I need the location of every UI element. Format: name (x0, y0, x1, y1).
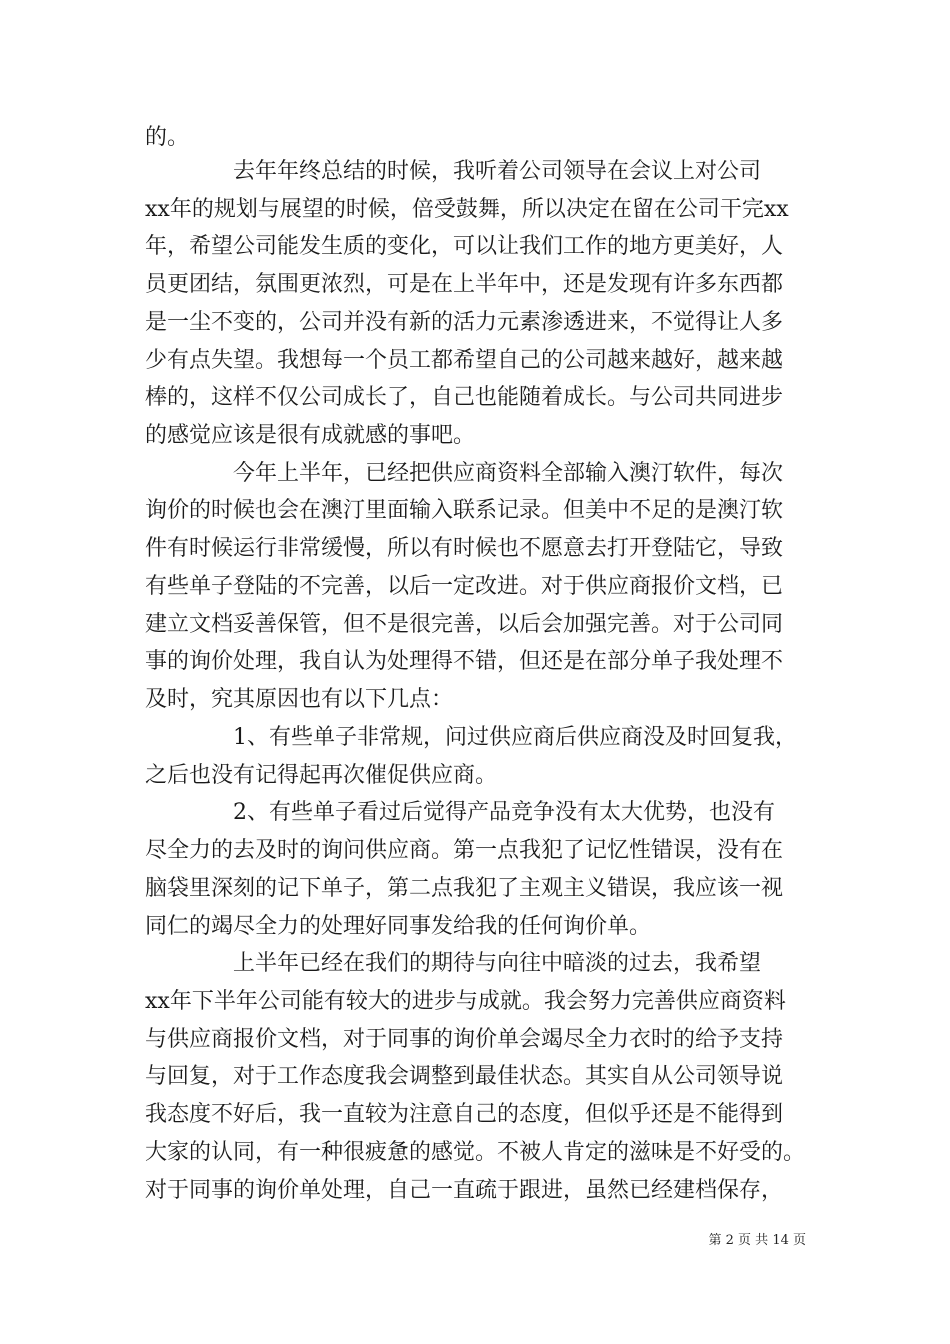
text-line: 及时，究其原因也有以下几点： (145, 687, 454, 712)
text-line: 建立文档妥善保管，但不是很完善，以后会加强完善。对于公司同 (145, 612, 784, 637)
text-line: 2、有些单子看过后觉得产品竞争没有太大优势，也没有 (145, 800, 775, 825)
text-line: 尽全力的去及时的询问供应商。第一点我犯了记忆性错误，没有在 (145, 838, 784, 863)
text-line: 与供应商报价文档，对于同事的询价单会竭尽全力衣时的给予支持 (145, 1027, 784, 1052)
text-line: 棒的，这样不仅公司成长了，自己也能随着成长。与公司共同进步 (145, 385, 784, 410)
text-line: 是一尘不变的，公司并没有新的活力元素渗透进来，不觉得让人多 (145, 310, 784, 335)
text-line: 员更团结，氛围更浓烈，可是在上半年中，还是发现有许多东西都 (145, 272, 784, 297)
text-line: 年，希望公司能发生质的变化，可以让我们工作的地方更美好，人 (145, 234, 784, 259)
text-line: 事的询价处理，我自认为处理得不错，但还是在部分单子我处理不 (145, 649, 784, 674)
text-line: 询价的时候也会在澳汀里面输入联系记录。但美中不足的是澳汀软 (145, 498, 784, 523)
text-line: 我态度不好后，我一直较为注意自己的态度，但似乎还是不能得到 (145, 1102, 784, 1127)
text-line: 的感觉应该是很有成就感的事吧。 (145, 423, 476, 448)
text-line: 有些单子登陆的不完善，以后一定改进。对于供应商报价文档，已 (145, 574, 784, 599)
text-line: 大家的认同，有一种很疲惫的感觉。不被人肯定的滋味是不好受的。 (145, 1140, 806, 1165)
text-line: 对于同事的询价单处理，自己一直疏于跟进，虽然已经建档保存， (145, 1178, 784, 1203)
text-line: 上半年已经在我们的期待与向往中暗淡的过去，我希望 (145, 951, 762, 976)
text-line: 1、有些单子非常规，问过供应商后供应商没及时回复我， (145, 725, 797, 750)
text-line: 少有点失望。我想每一个员工都希望自己的公司越来越好，越来越 (145, 348, 784, 373)
text-line: xx年下半年公司能有较大的进步与成就。我会努力完善供应商资料 (145, 989, 786, 1014)
text-line: 今年上半年，已经把供应商资料全部输入澳汀软件，每次 (145, 461, 784, 486)
text-line: 的。 (145, 125, 190, 150)
text-line: 脑袋里深刻的记下单子，第二点我犯了主观主义错误，我应该一视 (145, 876, 784, 901)
page-number-footer: 第 2 页 共 14 页 (708, 1233, 806, 1248)
text-line: 与回复，对于工作态度我会调整到最佳状态。其实自从公司领导说 (145, 1064, 784, 1089)
text-line: 去年年终总结的时候，我听着公司领导在会议上对公司 (145, 159, 762, 184)
text-line: 件有时候运行非常缓慢，所以有时候也不愿意去打开登陆它，导致 (145, 536, 784, 561)
text-line: xx年的规划与展望的时候，倍受鼓舞，所以决定在留在公司干完xx (145, 197, 789, 222)
text-line: 同仁的竭尽全力的处理好同事发给我的任何询价单。 (145, 914, 652, 939)
text-line: 之后也没有记得起再次催促供应商。 (145, 763, 498, 788)
